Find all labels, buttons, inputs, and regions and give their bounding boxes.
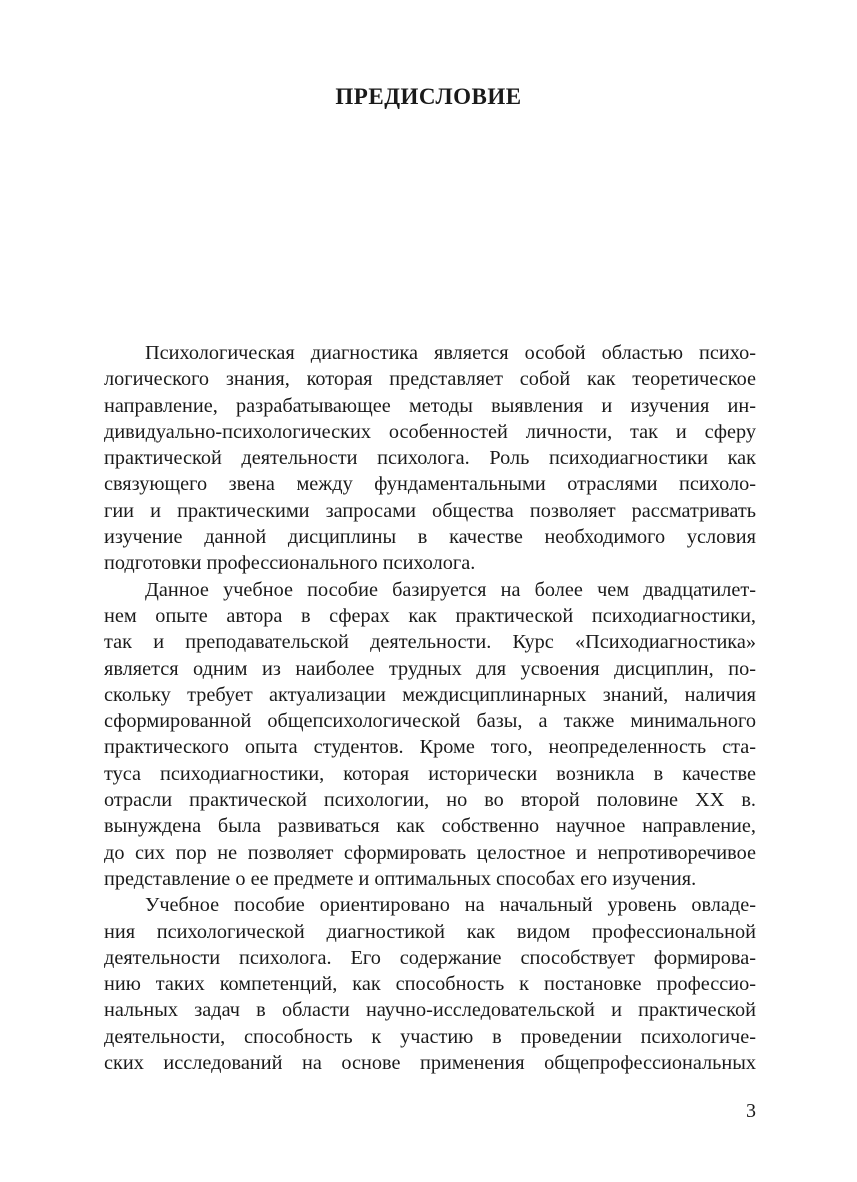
text-line: дивидуально-психологических особенностей личности, так и сферу xyxy=(104,420,756,443)
text-line: скольку требует актуализации междисциплинарных знаний, наличия xyxy=(104,683,756,706)
text-line: Учебное пособие ориентировано на начальный уровень овладе- xyxy=(145,894,756,917)
page-number: 3 xyxy=(746,1100,756,1122)
paragraph xyxy=(104,340,756,577)
text-line: логического знания, которая представляет собой как теоретическое xyxy=(104,368,756,391)
text-line: деятельности психолога. Его содержание способствует формирова- xyxy=(104,946,756,969)
text-line: деятельности, способность к участию в проведении психологиче- xyxy=(104,1025,756,1048)
body-text xyxy=(104,340,756,1076)
text-line: туса психодиагностики, которая исторически возникла в качестве xyxy=(104,762,756,785)
text-line: нальных задач в области научно-исследовательской и практической xyxy=(104,999,756,1022)
text-line: нию таких компетенций, как способность к постановке профессио- xyxy=(104,973,756,996)
text-line: представление о ее предмете и оптимальных способах его изучения. xyxy=(104,867,697,890)
paragraph xyxy=(104,577,756,893)
text-line: ния психологической диагностикой как видом профессиональной xyxy=(104,920,756,943)
text-line: изучение данной дисциплины в качестве необходимого условия xyxy=(104,526,756,549)
text-line: связующего звена между фундаментальными отраслями психоло- xyxy=(104,473,756,496)
text-line: сформированной общепсихологической базы, а также минимального xyxy=(104,710,756,733)
paragraph xyxy=(104,892,756,1076)
text-line: Данное учебное пособие базируется на более чем двадцатилет- xyxy=(145,578,756,601)
text-line: гии и практическими запросами общества позволяет рассматривать xyxy=(104,499,756,522)
text-line: ских исследований на основе применения общепрофессиональных xyxy=(104,1052,756,1075)
text-line: практической деятельности психолога. Роль психодиагностики как xyxy=(104,447,756,470)
text-line: Психологическая диагностика является особой областью психо- xyxy=(145,342,756,364)
text-line: так и преподавательской деятельности. Курс «Психодиагностика» xyxy=(104,631,756,654)
text-line: отрасли практической психологии, но во второй половине XX в. xyxy=(104,789,756,812)
text-line: до сих пор не позволяет сформировать целостное и непротиворечивое xyxy=(104,841,756,864)
page-title: ПРЕДИСЛОВИЕ xyxy=(335,84,522,109)
text-line: нем опыте автора в сферах как практической психодиагностики, xyxy=(104,604,756,627)
text-line: является одним из наиболее трудных для усвоения дисциплин, по- xyxy=(104,657,756,680)
text-line: подготовки профессионального психолога. xyxy=(104,552,476,575)
text-line: направление, разрабатывающее методы выявления и изучения ин- xyxy=(104,394,756,417)
text-line: практического опыта студентов. Кроме того, неопределенность ста- xyxy=(104,736,756,759)
text-line: вынуждена была развиваться как собственно научное направление, xyxy=(104,815,756,838)
